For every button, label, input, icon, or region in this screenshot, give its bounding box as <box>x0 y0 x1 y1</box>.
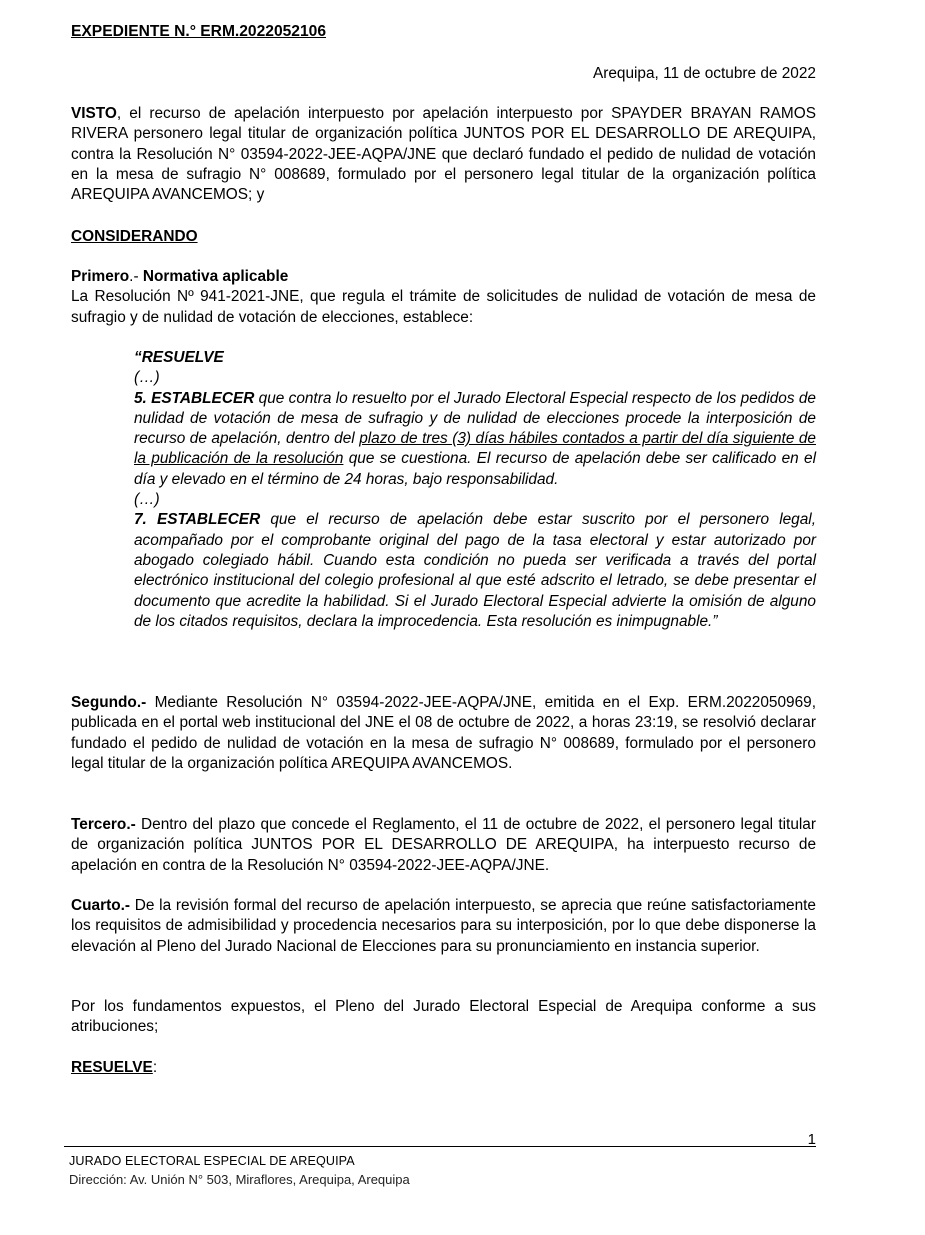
fundamentos-paragraph: Por los fundamentos expuestos, el Pleno del Jurado Electoral Especial de Arequipa conforme a sus atribuciones; <box>71 998 816 1036</box>
segundo-paragraph <box>71 693 816 774</box>
primero-title: Normativa aplicable <box>142 268 289 285</box>
primero-paragraph <box>71 267 816 328</box>
resuelve-colon: : <box>152 1059 158 1076</box>
quote-ellipsis-2: (…) <box>134 491 160 509</box>
resuelve-heading <box>71 1058 816 1078</box>
footer-divider <box>64 1146 816 1147</box>
primero-sep: .- <box>129 268 143 285</box>
visto-text: , el recurso de apelación interpuesto por apelación interpuesto por SPAYDER BRAYAN RAMOS RIVERA personero legal titular de organización política JUNTOS POR EL DESARROLLO DE AREQUIPA, contra la Resolución N° 03594-2022-JEE-AQPA/JNE que declaró fundado el pedido de nulidad de votación en la mesa de sufragio N° 008689, formulado por el personero legal titular de la organización política AREQUIPA AVANCEMOS; y <box>71 105 816 204</box>
footer-address: Dirección: Av. Unión N° 503, Miraflores, Arequipa, Arequipa <box>69 1172 410 1187</box>
segundo-text: Mediante Resolución N° 03594-2022-JEE-AQPA/JNE, emitida en el Exp. ERM.2022050969, publicada en el portal web institucional del JNE el 08 de octubre de 2022, a horas 23:19, se resolvió declarar fundado el pedido de nulidad de votación en la mesa de sufragio N° 008689, formulado por el personero legal titular de la organización política AREQUIPA AVANCEMOS. <box>71 694 816 772</box>
quote-item-5 <box>134 389 816 490</box>
segundo-label: Segundo.- <box>71 694 147 711</box>
item5-text-b: que se cuestiona. El recurso de apelación debe ser calificado en el día y elevado en el término de 24 horas, bajo responsabilidad. <box>134 450 816 488</box>
item5-underlined: plazo de tres (3) días hábiles contados a partir del día siguiente de la publicación de la resolución <box>134 430 816 468</box>
quote-ellipsis-1: (…) <box>134 369 160 387</box>
visto-label: VISTO <box>71 105 117 122</box>
page-number: 1 <box>807 1131 816 1148</box>
quoted-resolution <box>134 348 816 632</box>
primero-label: Primero <box>71 268 130 285</box>
visto-paragraph <box>71 104 816 205</box>
item7-text: que el recurso de apelación debe estar suscrito por el personero legal, acompañado por el comprobante original del pago de la tasa electoral y estar autorizado por abogado colegiado hábil. Cuando esta condición no pueda ser verificada a través del portal electrónico institucional del colegio profesional al que esté adscrito el letrado, se debe presentar el documento que acredite la habilidad. Si el Jurado Electoral Especial advierte la omisión de alguno de los citados requisitos, declara la improcedencia. Esta resolución es inimpugnable.” <box>134 511 816 630</box>
footer-institution: JURADO ELECTORAL ESPECIAL DE AREQUIPA <box>69 1154 355 1168</box>
quote-heading: “RESUELVE <box>134 349 224 366</box>
tercero-label: Tercero.- <box>71 816 136 833</box>
item5-label: 5. ESTABLECER <box>134 389 255 407</box>
primero-text: La Resolución Nº 941-2021-JNE, que regula el trámite de solicitudes de nulidad de votación de mesa de sufragio y de nulidad de votación de elecciones, establece: <box>71 288 816 326</box>
cuarto-label: Cuarto.- <box>71 897 130 914</box>
item5-text-a: que contra lo resuelto por el Jurado Electoral Especial respecto de los pedidos de nulidad de votación de mesa de sufragio y de nulidad de elecciones procede la interposición de recurso de apelación, dentro del <box>134 389 816 448</box>
resuelve-label: RESUELVE <box>71 1059 153 1076</box>
tercero-paragraph <box>71 815 816 876</box>
cuarto-paragraph <box>71 896 816 957</box>
tercero-text: Dentro del plazo que concede el Reglamento, el 11 de octubre de 2022, el personero legal titular de organización política JUNTOS POR EL DESARROLLO DE AREQUIPA, ha interpuesto recurso de apelación en contra de la Resolución N° 03594-2022-JEE-AQPA/JNE. <box>71 816 816 874</box>
document-date: Arequipa, 11 de octubre de 2022 <box>592 65 816 82</box>
considerando-heading: CONSIDERANDO <box>71 228 198 245</box>
item7-label: 7. ESTABLECER <box>134 511 261 529</box>
quote-item-7 <box>134 510 816 632</box>
expediente-title: EXPEDIENTE N.° ERM.2022052106 <box>71 23 326 40</box>
cuarto-text: De la revisión formal del recurso de apelación interpuesto, se aprecia que reúne satisfactoriamente los requisitos de admisibilidad y procedencia necesarios para su interposición, por lo que debe disponerse la elevación al Pleno del Jurado Nacional de Elecciones para su pronunciamiento en instancia superior. <box>71 897 816 955</box>
